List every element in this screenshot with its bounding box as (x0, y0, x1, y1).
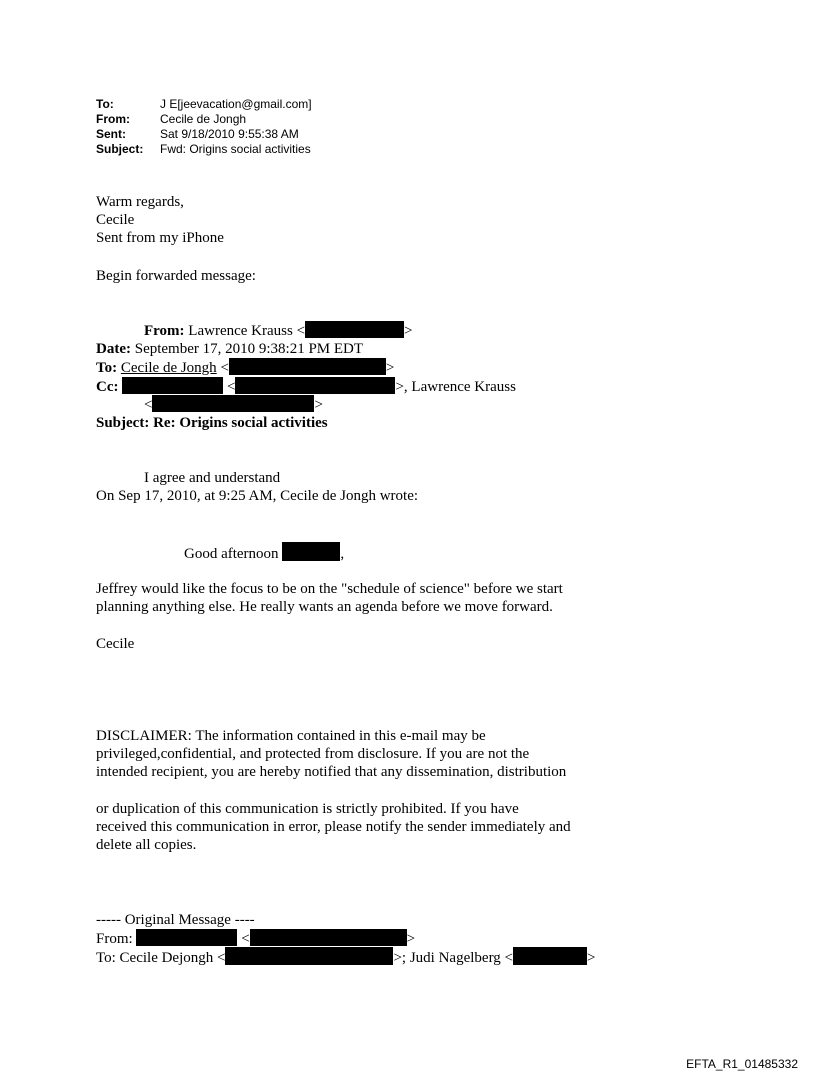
reply-line-1: I agree and understand (144, 470, 281, 486)
header-sent-row (96, 127, 312, 142)
fwd-cc-tail: >, Lawrence Krauss (395, 379, 516, 395)
fwd-subject-value: Re: Origins social activities (153, 415, 328, 431)
greeting-end: , (340, 546, 345, 562)
header-to-value: J E[jeevacation@gmail.com] (160, 97, 312, 111)
original-from-row (96, 929, 415, 948)
original-from-label: From: (96, 931, 133, 947)
fwd-cc-row (96, 377, 516, 396)
header-subject-label: Subject: (96, 142, 144, 156)
redaction-box (250, 929, 407, 946)
fwd-cc-open: < (227, 379, 236, 395)
original-from-close: > (406, 931, 416, 947)
header-from-label: From: (96, 112, 130, 126)
disclaimer-line-3: intended recipient, you are hereby notified that any dissemination, distribution (96, 764, 567, 780)
redaction-box (225, 947, 393, 965)
original-to-close: > (587, 950, 596, 966)
fwd-from-close: > (404, 323, 413, 339)
signoff-line-2: Cecile (96, 212, 135, 228)
fwd-date-row (96, 340, 363, 358)
signoff-line-1: Warm regards, (96, 194, 184, 210)
begin-forwarded-text: Begin forwarded message: (96, 268, 256, 284)
quoted-signature: Cecile (96, 636, 135, 652)
fwd-cc2-close: > (314, 397, 323, 413)
fwd-subject-row (96, 414, 328, 432)
fwd-cc2-open: < (144, 397, 153, 413)
signoff-block (96, 193, 224, 247)
disclaimer-line-5: received this communication in error, please notify the sender immediately and (96, 819, 571, 835)
redaction-box (282, 542, 340, 561)
document-id: EFTA_R1_01485332 (686, 1057, 798, 1071)
reply-line-2: On Sep 17, 2010, at 9:25 AM, Cecile de Jongh wrote: (96, 488, 419, 504)
header-from-value: Cecile de Jongh (160, 112, 247, 126)
quoted-paragraph (96, 580, 563, 616)
signoff-line-3: Sent from my iPhone (96, 230, 224, 246)
header-subject-row (96, 142, 312, 157)
fwd-from-label: From: (144, 323, 185, 339)
fwd-from-row (144, 321, 413, 340)
redaction-box (152, 395, 314, 412)
disclaimer-line-6: delete all copies. (96, 837, 197, 853)
disclaimer-line-1: DISCLAIMER: The information contained in this e-mail may be (96, 728, 486, 744)
header-to-row (96, 97, 312, 112)
original-heading: ----- Original Message ---- (96, 912, 255, 928)
fwd-to-close: > (385, 360, 395, 376)
fwd-from-name: Lawrence Krauss < (188, 323, 306, 339)
email-header (96, 97, 312, 157)
fwd-to-label: To: (96, 360, 118, 376)
disclaimer-line-2: privileged,confidential, and protected from disclosure. If you are not the (96, 746, 530, 762)
disclaimer-line-4: or duplication of this communication is strictly prohibited. If you have (96, 801, 519, 817)
redaction-box (513, 947, 587, 965)
redaction-box (305, 321, 404, 338)
fwd-cc-continuation (144, 395, 323, 414)
redaction-box (235, 377, 395, 394)
fwd-cc-label: Cc: (96, 379, 119, 395)
fwd-to-row (96, 358, 394, 377)
fwd-date-value: September 17, 2010 9:38:21 PM EDT (134, 341, 364, 357)
original-to-row (96, 947, 595, 967)
disclaimer-block-1 (96, 727, 566, 781)
greeting-text: Good afternoon (184, 546, 279, 562)
quoted-greeting (184, 542, 344, 563)
original-from-open: < (241, 931, 250, 947)
header-sent-label: Sent: (96, 127, 126, 141)
fwd-to-open: < (216, 360, 229, 376)
redaction-box (136, 929, 237, 946)
quoted-para-line-1: Jeffrey would like the focus to be on the "schedule of science" before we start (96, 581, 563, 597)
fwd-subject-label: Subject: (96, 415, 150, 431)
redaction-box (229, 358, 386, 375)
redaction-box (122, 377, 223, 394)
disclaimer-block-2 (96, 800, 571, 854)
fwd-to-name: Cecile de Jongh (120, 360, 217, 376)
header-from-row (96, 112, 312, 127)
header-sent-value: Sat 9/18/2010 9:55:38 AM (160, 127, 299, 141)
quoted-para-line-2: planning anything else. He really wants an agenda before we move forward. (96, 599, 553, 615)
header-to-label: To: (96, 97, 114, 111)
original-to-mid: >; Judi Nagelberg < (393, 950, 514, 966)
header-subject-value: Fwd: Origins social activities (160, 142, 311, 156)
fwd-date-label: Date: (96, 341, 131, 357)
original-to-label: To: Cecile Dejongh < (96, 950, 226, 966)
